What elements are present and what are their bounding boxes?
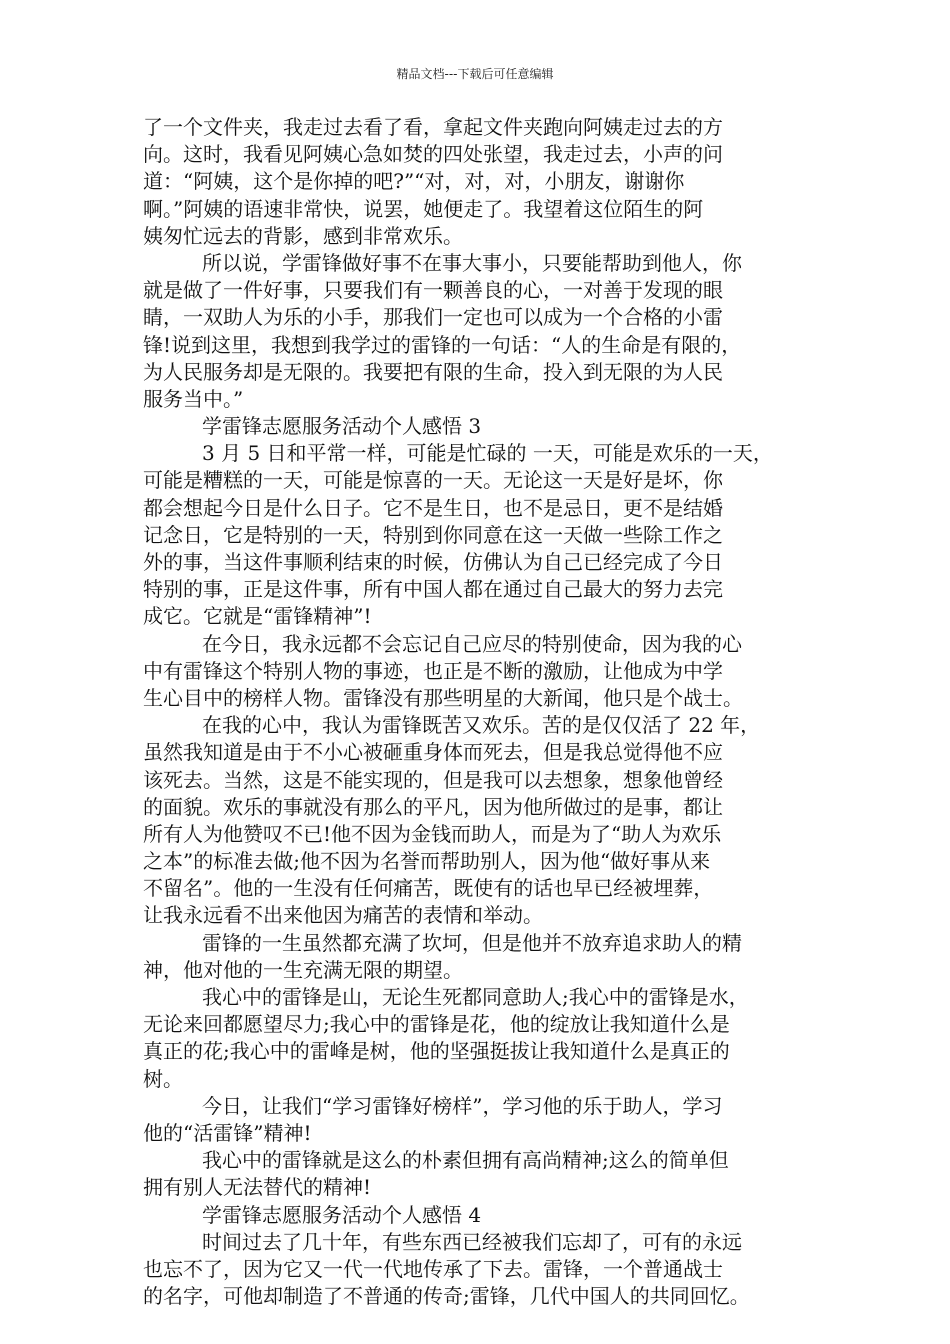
text-line: 服务当中。” xyxy=(143,386,244,411)
text-line: 他的“活雷锋”精神! xyxy=(143,1120,312,1145)
text-line: 成它。它就是“雷锋精神”! xyxy=(143,604,372,629)
text-line: 特别的事，正是这件事，所有中国人都在通过自己最大的努力去完 xyxy=(143,577,723,602)
text-line: 中有雷锋这个特别人物的事迹，也正是不断的激励，让他成为中学 xyxy=(143,658,723,683)
page-header: 精品文档---下载后可任意编辑 xyxy=(396,67,554,81)
text-line: 的名字，可他却制造了不普通的传奇;雷锋，几代中国人的共同回忆。 xyxy=(143,1284,750,1309)
text-line: 道：“阿姨，这个是你掉的吧?”“对，对，对，小朋友，谢谢你 xyxy=(143,169,685,194)
text-line: 所有人为他赞叹不已!他不因为金钱而助人，而是为了“助人为欢乐 xyxy=(143,821,722,846)
text-line: 在今日，我永远都不会忘记自己应尽的特别使命，因为我的心 xyxy=(202,631,742,656)
text-line: 生心目中的榜样人物。雷锋没有那些明星的大新闻，他只是个战士。 xyxy=(143,685,743,710)
text-line: 无论来回都愿望尽力;我心中的雷锋是花，他的绽放让我知道什么是 xyxy=(143,1012,730,1037)
text-line: 3 月 5 日和平常一样，可能是忙碌的 一天，可能是欢乐的一天， xyxy=(202,441,773,466)
text-line: 睛，一双助人为乐的小手，那我们一定也可以成为一个合格的小雷 xyxy=(143,305,723,330)
text-line: 了一个文件夹，我走过去看了看，拿起文件夹跑向阿姨走过去的方 xyxy=(143,115,723,139)
text-line: 锋!说到这里，我想到我学过的雷锋的一句话：“人的生命是有限的， xyxy=(143,332,742,357)
text-line: 的面貌。欢乐的事就没有那么的平凡，因为他所做过的是事，都让 xyxy=(143,794,723,819)
text-line: 记念日，它是特别的一天，特别到你同意在这一天做一些除工作之 xyxy=(143,522,723,547)
text-line: 可能是糟糕的一天，可能是惊喜的一天。无论这一天是好是坏，你 xyxy=(143,468,723,493)
text-line: 学雷锋志愿服务活动个人感悟 3 xyxy=(202,414,482,439)
text-line: 之本”的标准去做;他不因为名誉而帮助别人，因为他“做好事从来 xyxy=(143,849,711,874)
text-line: 在我的心中，我认为雷锋既苦又欢乐。苦的是仅仅活了 22 年， xyxy=(202,713,761,738)
document-body xyxy=(143,114,823,1310)
text-line: 不留名”。他的一生没有任何痛苦，既使有的话也早已经被埋葬， xyxy=(143,876,714,901)
text-line: 让我永远看不出来他因为痛苦的表情和举动。 xyxy=(143,903,543,928)
text-line: 我心中的雷锋是山，无论生死都同意助人;我心中的雷锋是水， xyxy=(202,985,749,1009)
text-line: 今日，让我们“学习雷锋好榜样”，学习他的乐于助人，学习 xyxy=(202,1093,723,1118)
text-line: 也忘不了，因为它又一代一代地传承了下去。雷锋，一个普通战士 xyxy=(143,1256,723,1281)
text-line: 向。这时，我看见阿姨心急如焚的四处张望，我走过去，小声的问 xyxy=(143,142,723,167)
text-line: 雷锋的一生虽然都充满了坎坷，但是他并不放弃追求助人的精 xyxy=(202,930,742,955)
text-line: 学雷锋志愿服务活动个人感悟 4 xyxy=(202,1202,482,1227)
text-line: 为人民服务却是无限的。我要把有限的生命，投入到无限的为人民 xyxy=(143,359,723,384)
text-line: 时间过去了几十年，有些东西已经被我们忘却了，可有的永远 xyxy=(202,1229,742,1254)
text-line: 姨匆忙远去的背影，感到非常欢乐。 xyxy=(143,223,463,248)
text-line: 拥有别人无法替代的精神! xyxy=(143,1175,372,1200)
text-line: 树。 xyxy=(143,1066,183,1091)
text-line: 啊。”阿姨的语速非常快，说罢，她便走了。我望着这位陌生的阿 xyxy=(143,196,704,221)
text-line: 所以说，学雷锋做好事不在事大事小，只要能帮助到他人，你 xyxy=(202,250,742,275)
text-line: 真正的花;我心中的雷峰是树，他的坚强挺拔让我知道什么是真正的 xyxy=(143,1039,730,1064)
text-line: 该死去。当然，这是不能实现的，但是我可以去想象，想象他曾经 xyxy=(143,767,723,792)
text-line: 就是做了一件好事，只要我们有一颗善良的心，一对善于发现的眼 xyxy=(143,278,723,303)
text-line: 都会想起今日是什么日子。它不是生日，也不是忌日，更不是结婚 xyxy=(143,495,723,520)
text-line: 虽然我知道是由于不小心被砸重身体而死去，但是我总觉得他不应 xyxy=(143,740,723,765)
text-line: 我心中的雷锋就是这么的朴素但拥有高尚精神;这么的简单但 xyxy=(202,1148,729,1173)
text-line: 外的事，当这件事顺利结束的时候，仿佛认为自己已经完成了今日 xyxy=(143,550,723,574)
text-line: 神，他对他的一生充满无限的期望。 xyxy=(143,957,463,982)
